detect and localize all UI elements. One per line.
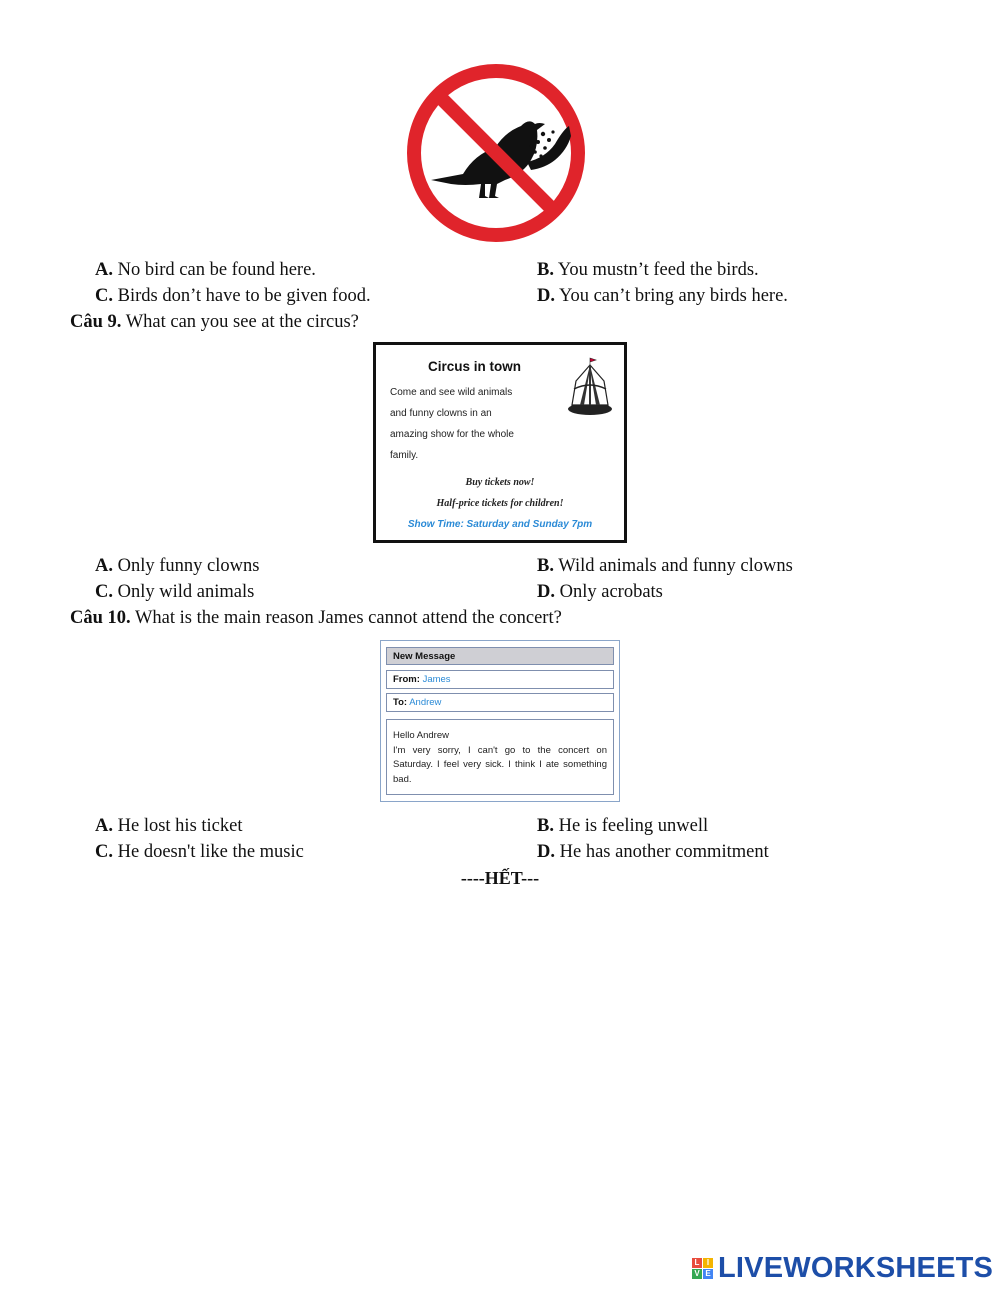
email-message [380,640,620,802]
email-header: New Message [386,647,614,665]
q9-option-c[interactable]: C. Only wild animals [95,582,255,602]
poster-line: amazing show for the whole [390,429,514,440]
q10-question: Câu 10. What is the main reason James cannot attend the concert? [70,608,562,628]
circus-tent-icon [566,355,614,419]
logo-tile: L [692,1258,702,1268]
email-greeting: Hello Andrew [393,730,449,741]
q8-option-a[interactable]: A. No bird can be found here. [95,260,316,280]
q10-option-c[interactable]: C. He doesn't like the music [95,842,304,862]
poster-show-time: Show Time: Saturday and Sunday 7pm [407,519,593,530]
q9-option-b[interactable]: B. Wild animals and funny clowns [537,556,793,576]
q8-option-c[interactable]: C. Birds don’t have to be given food. [95,286,371,306]
no-feeding-birds-sign [405,62,587,244]
logo-tile: V [692,1269,702,1279]
logo-tile: I [703,1258,713,1268]
q10-option-b[interactable]: B. He is feeling unwell [537,816,709,836]
poster-line: Come and see wild animals [390,387,513,398]
circus-poster [373,342,627,543]
q10-option-a[interactable]: A. He lost his ticket [95,816,243,836]
email-body [386,719,614,795]
email-message-text: I'm very sorry, I can't go to the concert on Saturday. I feel very sick. I think I ate something bad. [393,744,607,785]
email-from-value: James [422,674,451,685]
email-from-row: From: James [386,670,614,689]
logo-tile: E [703,1269,713,1279]
poster-buy-tickets: Buy tickets now! [465,477,535,488]
poster-title: Circus in town [428,359,522,374]
poster-line: and funny clowns in an [390,408,492,419]
poster-line: family. [390,450,419,461]
end-marker: ----HẾT--- [460,868,540,888]
q10-option-d[interactable]: D. He has another commitment [537,842,769,862]
poster-half-price: Half-price tickets for children! [436,498,564,509]
q9-option-a[interactable]: A. Only funny clowns [95,556,260,576]
logo-text: LIVEWORKSHEETS [718,1252,994,1284]
q8-option-b[interactable]: B. You mustn’t feed the birds. [537,260,759,280]
email-to-value: Andrew [409,697,442,708]
q9-question: Câu 9. What can you see at the circus? [70,312,359,332]
q8-option-d[interactable]: D. You can’t bring any birds here. [537,286,788,306]
q9-option-d[interactable]: D. Only acrobats [537,582,663,602]
email-to-row: To: Andrew [386,693,614,712]
